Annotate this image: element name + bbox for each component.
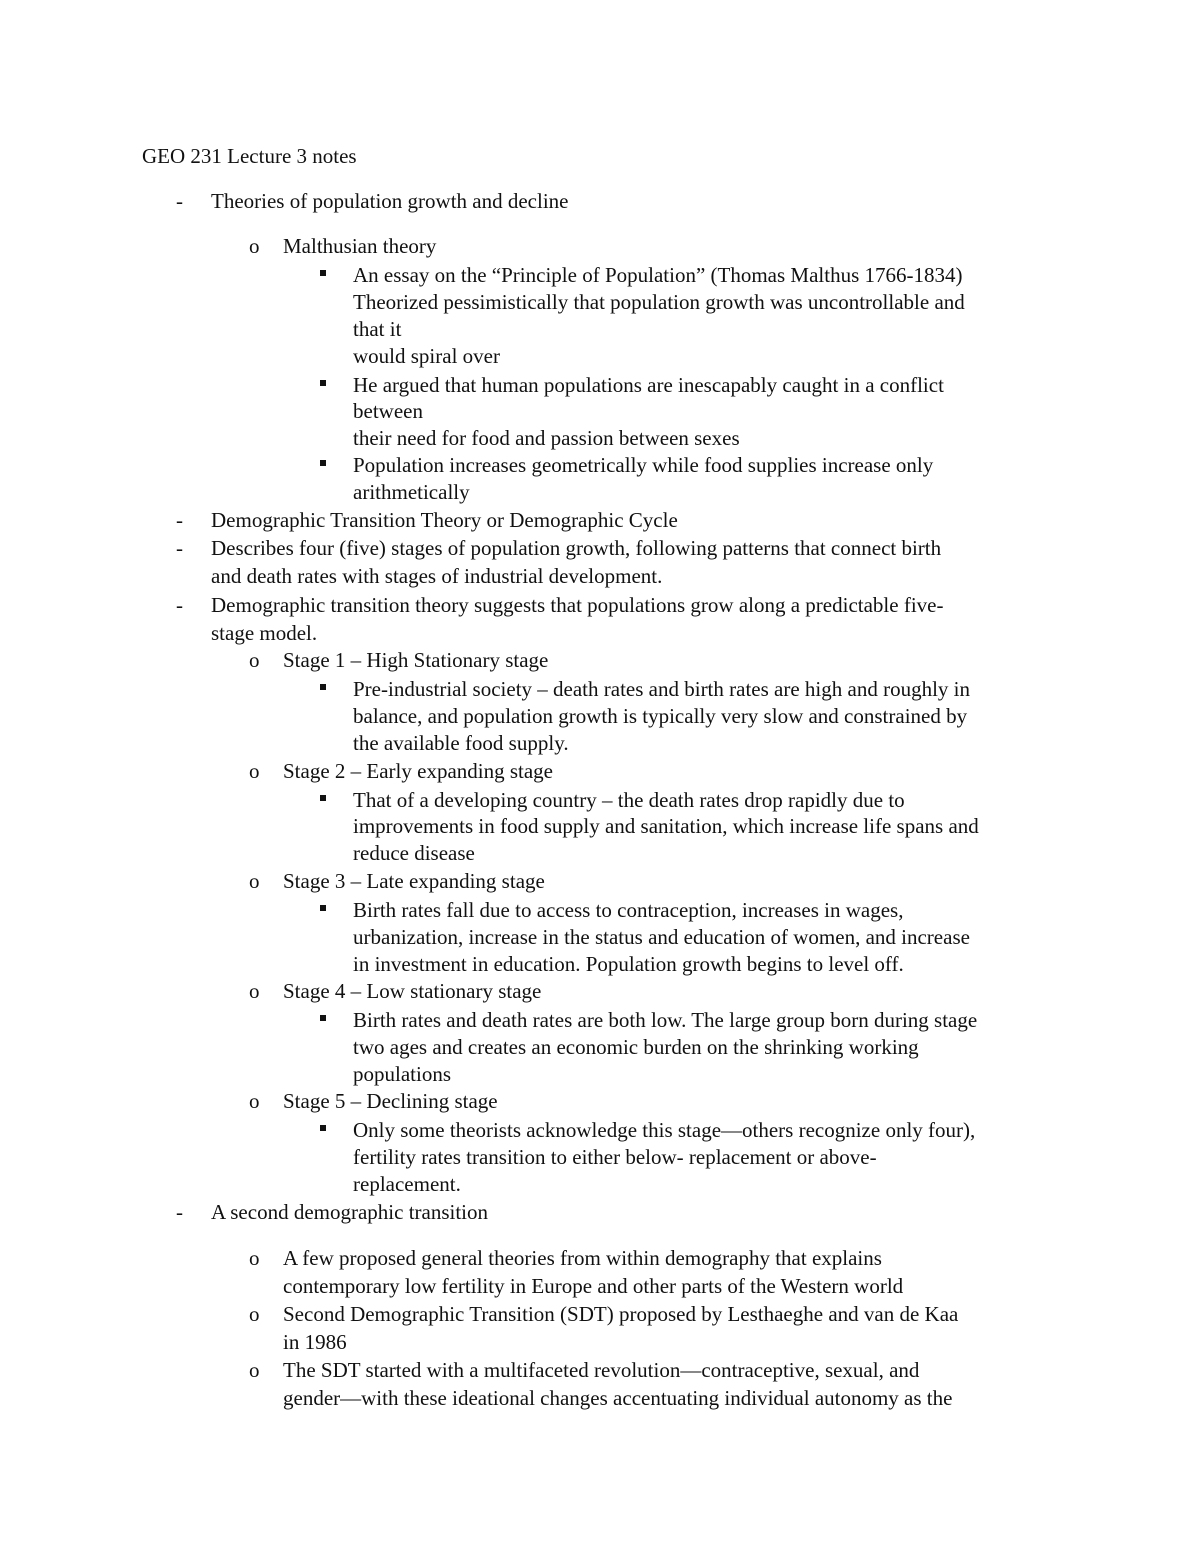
text-line: between [353, 399, 423, 423]
square-bullet-icon [320, 1015, 326, 1021]
text-line: in 1986 [283, 1330, 347, 1354]
square-bullet-icon [320, 795, 326, 801]
text-line: A second demographic transition [211, 1200, 489, 1224]
square-bullet-icon [320, 460, 326, 466]
text-line: Stage 5 – Declining stage [283, 1089, 498, 1113]
text-line: Stage 4 – Low stationary stage [283, 979, 542, 1003]
text-line: Population increases geometrically while food supplies increase only [353, 453, 934, 477]
circle-bullet: o [249, 648, 260, 672]
text-line: Stage 3 – Late expanding stage [283, 869, 545, 893]
text-line: That of a developing country – the death rates drop rapidly due to [353, 788, 905, 812]
square-bullet-icon [320, 270, 326, 276]
square-bullet-icon [320, 380, 326, 386]
text-line: would spiral over [353, 344, 500, 368]
text-line: balance, and population growth is typically very slow and constrained by [353, 704, 968, 728]
circle-bullet: o [249, 1089, 260, 1113]
text-line: the available food supply. [353, 731, 569, 755]
text-line: that it [353, 317, 402, 341]
square-bullet-icon [320, 905, 326, 911]
text-line: Only some theorists acknowledge this stage—others recognize only four), [353, 1118, 976, 1142]
circle-bullet: o [249, 1358, 260, 1382]
text-line: Stage 2 – Early expanding stage [283, 759, 554, 783]
text-line: Stage 1 – High Stationary stage [283, 648, 549, 672]
square-bullet-icon [320, 1125, 326, 1131]
text-line: gender—with these ideational changes accentuating individual autonomy as the [283, 1386, 953, 1410]
text-line: Birth rates fall due to access to contraception, increases in wages, [353, 898, 904, 922]
text-line: Second Demographic Transition (SDT) proposed by Lesthaeghe and van de Kaa [283, 1302, 959, 1326]
circle-bullet: o [249, 869, 260, 893]
text-line: An essay on the “Principle of Population” (Thomas Malthus 1766-1834) [353, 263, 963, 287]
text-line: Demographic Transition Theory or Demographic Cycle [211, 508, 678, 532]
dash-bullet: - [176, 508, 183, 532]
text-line: The SDT started with a multifaceted revolution—contraceptive, sexual, and [283, 1358, 920, 1382]
text-line: He argued that human populations are inescapably caught in a conflict [353, 373, 944, 397]
text-line: urbanization, increase in the status and education of women, and increase [353, 925, 970, 949]
dash-bullet: - [176, 536, 183, 560]
circle-bullet: o [249, 979, 260, 1003]
text-line: Theorized pessimistically that population growth was uncontrollable and [353, 290, 965, 314]
text-line: stage model. [211, 621, 318, 645]
text-line: contemporary low fertility in Europe and other parts of the Western world [283, 1274, 904, 1298]
dash-bullet: - [176, 593, 183, 617]
text-line: populations [353, 1062, 451, 1086]
circle-bullet: o [249, 1302, 260, 1326]
text-line: Describes four (five) stages of population growth, following patterns that connect birth [211, 536, 942, 560]
square-bullet-icon [320, 684, 326, 690]
text-line: Demographic transition theory suggests that populations grow along a predictable five- [211, 593, 944, 617]
text-line: their need for food and passion between sexes [353, 426, 740, 450]
circle-bullet: o [249, 1246, 260, 1270]
text-line: Birth rates and death rates are both low. The large group born during stage [353, 1008, 978, 1032]
text-line: Malthusian theory [283, 234, 437, 258]
text-line: Theories of population growth and decline [211, 189, 569, 213]
text-line: improvements in food supply and sanitation, which increase life spans and [353, 814, 979, 838]
text-line: arithmetically [353, 480, 470, 504]
dash-bullet: - [176, 1200, 183, 1224]
text-line: replacement. [353, 1172, 461, 1196]
text-line: A few proposed general theories from within demography that explains [283, 1246, 882, 1270]
text-line: in investment in education. Population growth begins to level off. [353, 952, 904, 976]
text-line: Pre-industrial society – death rates and birth rates are high and roughly in [353, 677, 970, 701]
text-line: two ages and creates an economic burden on the shrinking working [353, 1035, 919, 1059]
circle-bullet: o [249, 234, 260, 258]
circle-bullet: o [249, 759, 260, 783]
page-title: GEO 231 Lecture 3 notes [142, 144, 357, 168]
dash-bullet: - [176, 189, 183, 213]
text-line: fertility rates transition to either below- replacement or above- [353, 1145, 877, 1169]
text-line: and death rates with stages of industrial development. [211, 564, 663, 588]
text-line: reduce disease [353, 841, 475, 865]
